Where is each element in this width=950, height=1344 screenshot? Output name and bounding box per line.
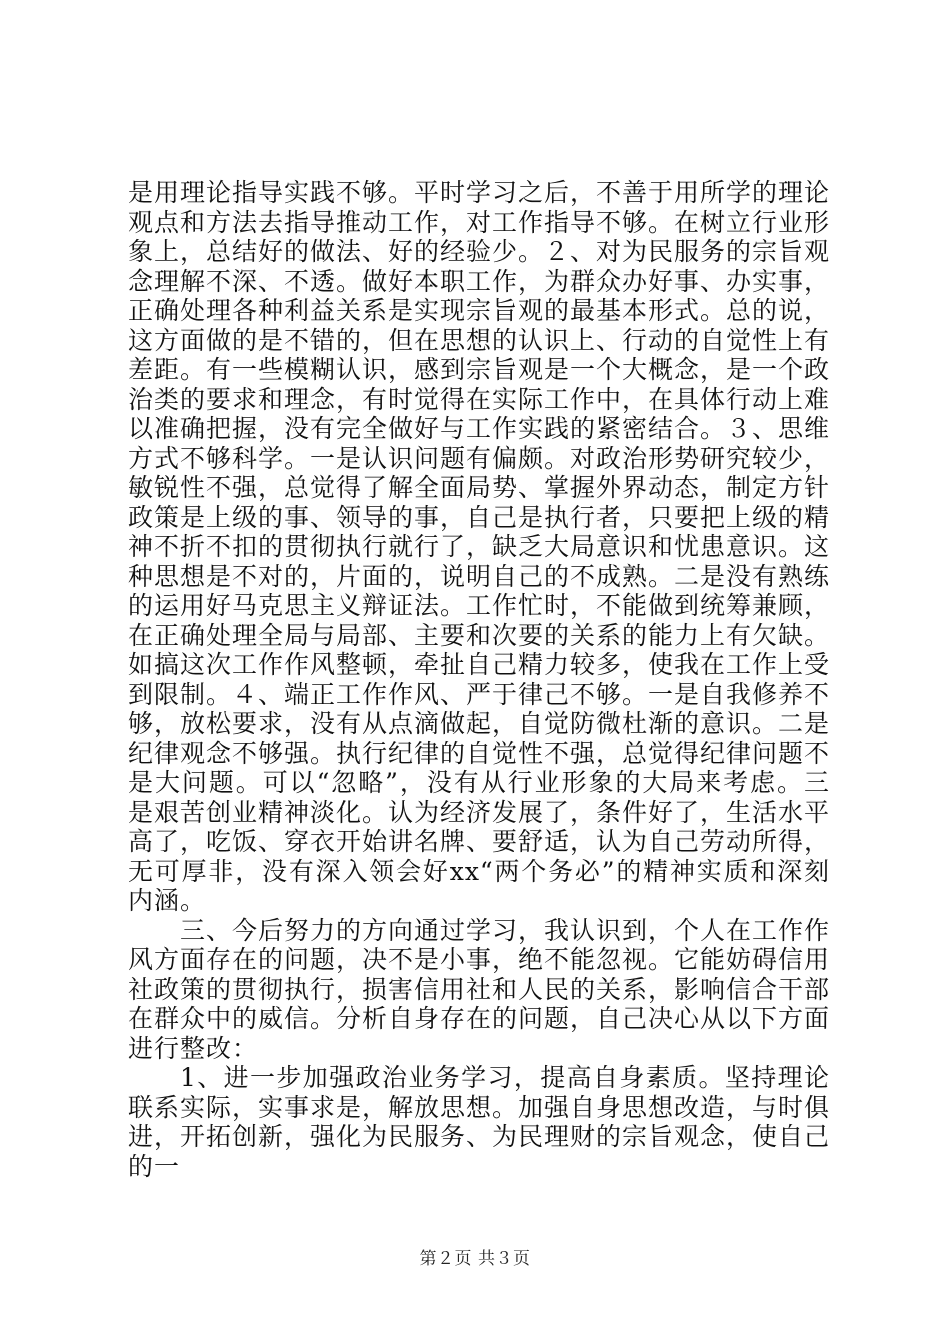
paragraph-2: 三、今后努力的方向通过学习，我认识到，个人在工作作风方面存在的问题，决不是小事，绝不能忽视。它能妨碍信用社政策的贯彻执行，损害信用社和人民的关系，影响信合干部在群众中的威信。分析自身存在的问题，自己决心从以下方面进行整改： <box>128 915 831 1063</box>
body-text <box>128 178 830 1181</box>
paragraph-1: 是用理论指导实践不够。平时学习之后，不善于用所学的理论观点和方法去指导推动工作，对工作指导不够。在树立行业形象上，总结好的做法、好的经验少。２、对为民服务的宗旨观念理解不深、不透。做好本职工作，为群众办好事、办实事，正确处理各种利益关系是实现宗旨观的最基本形式。总的说，这方面做的是不错的，但在思想的认识上、行动的自觉性上有差距。有一些模糊认识，感到宗旨观是一个大概念，是一个政治类的要求和理念，有时觉得在实际工作中，在具体行动上难以准确把握，没有完全做好与工作实践的紧密结合。３、思维方式不够科学。一是认识问题有偏颇。对政治形势研究较少，敏锐性不强，总觉得了解全面局势、掌握外界动态，制定方针政策是上级的事、领导的事，自己是执行者，只要把上级的精神不折不扣的贯彻执行就行了，缺乏大局意识和忧患意识。这种思想是不对的，片面的，说明自己的不成熟。二是没有熟练的运用好马克思主义辩证法。工作忙时，不能做到统筹兼顾，在正确处理全局与局部、主要和次要的关系的能力上有欠缺。如搞这次工作作风整顿，牵扯自己精力较多，使我在工作上受到限制。４、端正工作作风、严于律己不够。一是自我修养不够，放松要求，没有从点滴做起，自觉防微杜渐的意识。二是纪律观念不够强。执行纪律的自觉性不强，总觉得纪律问题不是大问题。可以“忽略”，没有从行业形象的大局来考虑。三是艰苦创业精神淡化。认为经济发展了，条件好了，生活水平高了，吃饭、穿衣开始讲名牌、要舒适，认为自己劳动所得，无可厚非，没有深入领会好xx“两个务必”的精神实质和深刻内涵。 <box>128 178 831 915</box>
paragraph-3: 1、进一步加强政治业务学习，提高自身素质。坚持理论联系实际，实事求是，解放思想。加强自身思想改造，与时俱进，开拓创新，强化为民服务、为民理财的宗旨观念，使自己的一 <box>128 1063 831 1181</box>
page-footer: 第２页 共３页 <box>419 1249 531 1269</box>
